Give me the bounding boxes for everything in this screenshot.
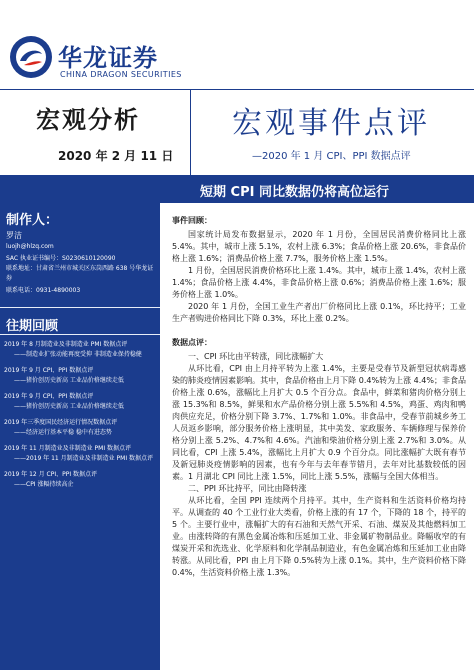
- past-report-subtitle: ——猪价创历史新高 工业品价格继续走低: [14, 403, 124, 410]
- subsection-heading: 二、PPI 环比持平，同比由降转涨: [188, 484, 307, 493]
- subsection-heading: 一、CPI 环比由平转涨，同比涨幅扩大: [188, 352, 324, 361]
- list-item: [4, 340, 158, 360]
- brand-name-en: CHINA DRAGON SECURITIES: [60, 70, 182, 79]
- paragraph: 1 月份，全国居民消费价格环比上涨 1.4%。其中，城市上涨 1.4%，农村上涨 1.4%；食品价格上涨 4.4%，非食品价格上涨 0.6%；消费品价格上涨 1.6%；服务价格上涨 1.0%。: [172, 266, 466, 299]
- author-phone: 联系电话：0931-4890003: [6, 287, 81, 294]
- paragraph: 2020 年 1 月份，全国工业生产者出厂价格同比上涨 0.1%，环比持平；工业生产者购进价格同比下降 0.3%，环比上涨 0.2%。: [172, 302, 466, 323]
- section-heading-event: 事件回顾：: [172, 216, 212, 225]
- past-report-title: 2019 年 12 月 CPI、PPI 数据点评: [4, 471, 98, 478]
- past-report-subtitle: ——CPI 涨幅持续高企: [14, 481, 74, 488]
- past-report-subtitle: ——2019 年 11 月制造业及非制造业 PMI 数据点评: [14, 455, 154, 462]
- sidebar-divider: [0, 334, 160, 335]
- china-dragon-logo-icon: [8, 34, 54, 80]
- paragraph: 从环比看，全国 PPI 连续两个月持平。其中，生产资料和生活资料价格均持平。从调查的 40 个工业行业大类看，价格上涨的有 17 个，下降的 18 个，持平的 5 个。主要行业中，涨幅扩大的有石油和天然气开采、石油、煤炭及其他燃料加工业。由涨转降的有黑色金属冶炼和压延加工业、非金属矿物制品业。降幅收窄的有煤炭开采和洗选业、化学原料和化学制品制造业，有色金属冶炼和压延加工业由降转涨。从同比看，PPI 由上月下降 0.5%转为上涨 0.1%。其中，生产资料价格下降 0.4%，生活资料价格上涨 1.3%。: [172, 496, 466, 577]
- list-item: [4, 392, 158, 412]
- past-report-subtitle: ——经济运行基本平稳 稳中有进态势: [14, 429, 112, 436]
- spacer: [172, 325, 466, 337]
- past-report-title: 2019 年 11 月制造业及非制造业 PMI 数据点评: [4, 445, 132, 452]
- author-address: 联系地址：甘肃省兰州市城关区东岗西路 638 号华龙证券: [6, 265, 154, 282]
- past-report-title: 2019 年 8 月制造业及非制造业 PMI 数据点评: [4, 341, 128, 348]
- list-item: [4, 366, 158, 386]
- author-sac-number: [6, 254, 154, 284]
- header-vertical-divider: [190, 89, 191, 175]
- paragraph: 从环比看，CPI 由上月持平转为上涨 1.4%，主要是受春节及新型冠状病毒感染的肺炎疫情因素影响。其中，食品价格由上月下降 0.4%转为上涨 4.4%；非食品价格上涨 0.6%，涨幅比上月扩大 0.5 个百分点。食品中，鲜菜和猪肉价格分别上涨 15.3%和 8.5%，鲜果和水产品价格分别上涨 5.5%和 4.5%，鸡蛋、鸡肉和鸭肉供应充足，价格分别下降 3.7%、1.7%和 1.0%。非食品中，受春节前城乡务工人员返乡影响，部分服务价格上涨明显，其中美发、家政服务、车辆修理与保养价格分别上涨 5.2%、4.7%和 4.6%。汽油和柴油价格分别上涨 2.7%和 3.0%。从同比看，CPI 上涨 5.4%，涨幅比上月扩大 0.9 个百分点。同比涨幅扩大既有春节及新冠肺炎疫情影响的因素，也有今年与去年春节错月，去年对比基数较低的因素。1 月湖北 CPI 同比上涨 1.5%，同比上涨 5.5%，涨幅与全国大体相当。: [172, 364, 466, 481]
- list-item: [4, 470, 158, 490]
- author-name: 罗洁: [6, 231, 22, 240]
- author-heading: 制作人：: [6, 213, 59, 228]
- past-report-title: 2019 年三季度国民经济运行情况数据点评: [4, 419, 118, 426]
- section-heading-review: 数据点评：: [172, 338, 212, 347]
- report-subtitle: —2020 年 1 月 CPI、PPI 数据点评: [252, 151, 411, 162]
- sidebar: [0, 203, 160, 670]
- paragraph: 国家统计局发布数据显示，2020 年 1 月份，全国居民消费价格同比上涨 5.4%。其中，城市上涨 5.1%，农村上涨 6.3%；食品价格上涨 20.6%，非食品价格上涨 1.6%；消费品价格上涨 7.7%，服务价格上涨 1.5%。: [172, 230, 467, 263]
- brand-name-cn: 华龙证券: [58, 44, 158, 72]
- report-headline: 短期 CPI 同比数据仍将高位运行: [200, 185, 389, 200]
- past-report-title: 2019 年 9 月 CPI、PPI 数据点评: [4, 367, 94, 374]
- sidebar-divider: [0, 307, 160, 308]
- list-item: [4, 418, 158, 438]
- list-item: [4, 444, 158, 464]
- author-sac: SAC 执业证书编号：S0230610120090: [6, 255, 116, 262]
- past-report-subtitle: ——猪价创历史新高 工业品价格继续走低: [14, 377, 124, 384]
- past-reports-list: [4, 340, 158, 496]
- past-report-subtitle: ——制造业扩张动能再度受抑 非制造业保持稳健: [14, 351, 142, 358]
- report-category: 宏观分析: [36, 106, 140, 134]
- header-divider: [0, 89, 474, 90]
- past-reports-heading: 往期回顾: [6, 319, 59, 334]
- report-body: [172, 215, 466, 579]
- report-title: 宏观事件点评: [232, 106, 430, 141]
- author-email: luojh@hlzq.com: [6, 243, 54, 250]
- past-report-title: 2019 年 9 月 CPI、PPI 数据点评: [4, 393, 94, 400]
- report-date: 2020 年 2 月 11 日: [58, 149, 174, 163]
